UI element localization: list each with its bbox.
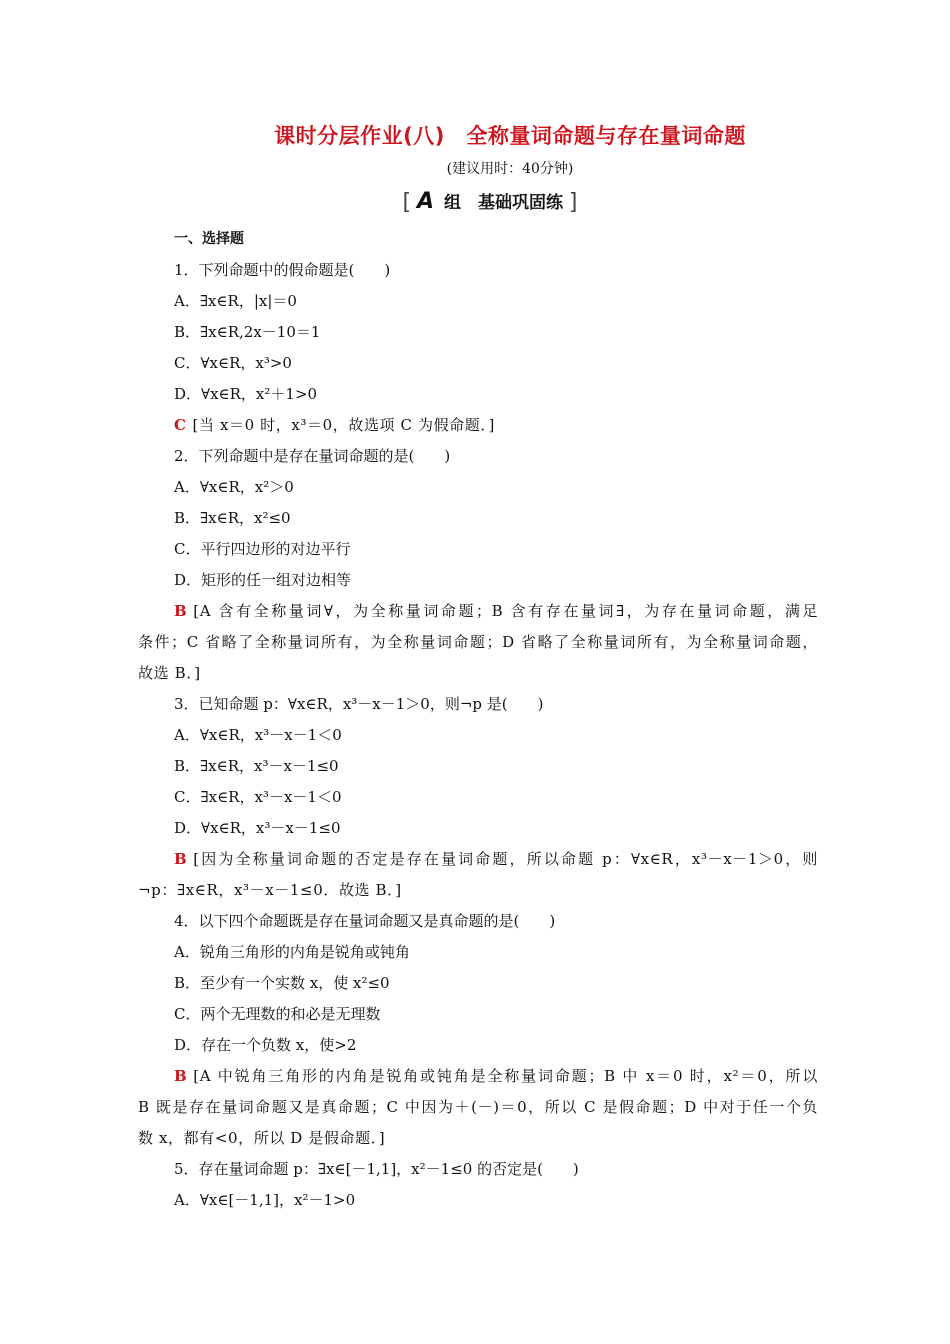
question-text: 4．以下四个命题既是存在量词命题又是真命题的是( ) (174, 912, 556, 930)
question-line (138, 255, 818, 286)
answer-explanation (138, 410, 818, 441)
question-text: 2．下列命题中是存在量词命题的是( ) (174, 447, 451, 465)
question-text: C．两个无理数的和必是无理数 (174, 1005, 381, 1023)
answer-letter: B (174, 850, 188, 868)
answer-letter: C (174, 416, 187, 434)
page-title: 课时分层作业(八) 全称量词命题与存在量词命题 (274, 124, 746, 148)
answer-text: [当 x＝0 时，x³＝0，故选项 C 为假命题．] (192, 416, 495, 434)
answer-text: ¬p：∃x∈R，x³－x－1≤0．故选 B．] (138, 881, 402, 899)
question-line (138, 751, 818, 782)
question-line (138, 317, 818, 348)
answer-explanation (138, 1061, 818, 1092)
answer-text: 数 x，都有<0，所以 D 是假命题．] (138, 1129, 386, 1147)
question-text: A．锐角三角形的内角是锐角或钝角 (174, 943, 410, 961)
answer-continuation (138, 1123, 818, 1154)
answer-text: 故选 B．] (138, 664, 201, 682)
question-text: B．∃x∈R，x²≤0 (174, 509, 291, 527)
question-text: D．∀x∈R，x³－x－1≤0 (174, 819, 341, 837)
question-line (138, 1154, 818, 1185)
question-text: D．矩形的任一组对边相等 (174, 571, 352, 589)
answer-continuation (138, 1092, 818, 1123)
question-line (138, 1185, 818, 1216)
question-text: A．∀x∈R，x³－x－1＜0 (174, 726, 342, 744)
answer-text: [A 含有全称量词∀，为全称量词命题；B 含有存在量词∃，为存在量词命题，满足 (193, 602, 818, 620)
answer-letter: B (174, 1067, 188, 1085)
question-text: 1．下列命题中的假命题是( ) (174, 261, 391, 279)
answer-text: 条件；C 省略了全称量词所有，为全称量词命题；D 省略了全称量词所有，为全称量词命题， (138, 633, 818, 651)
question-line (138, 286, 818, 317)
answer-continuation (138, 658, 818, 689)
question-text: C．平行四边形的对边平行 (174, 540, 351, 558)
answer-letter: B (174, 602, 188, 620)
question-text: C．∀x∈R，x³>0 (174, 354, 292, 372)
question-text: 3．已知命题 p：∀x∈R，x³－x－1＞0，则¬p 是( ) (174, 695, 544, 713)
question-line (138, 503, 818, 534)
group-letter: A (417, 189, 435, 214)
page-subtitle: (建议用时：40分钟) (446, 161, 574, 177)
answer-continuation (138, 875, 818, 906)
bracket-open: [ (402, 190, 412, 215)
question-text: D．∀x∈R，x²＋1>0 (174, 385, 318, 403)
section-heading (138, 224, 818, 255)
answer-explanation (138, 596, 818, 627)
question-line (138, 689, 818, 720)
question-text: A．∃x∈R，|x|＝0 (174, 292, 297, 310)
question-text: B．∃x∈R，x³－x－1≤0 (174, 757, 339, 775)
question-line (138, 937, 818, 968)
question-line (138, 999, 818, 1030)
question-line (138, 782, 818, 813)
answer-text: [因为全称量词命题的否定是存在量词命题，所以命题 p：∀x∈R，x³－x－1＞0，则 (193, 850, 818, 868)
group-label: 组 基础巩固练 (443, 193, 563, 213)
question-line (138, 720, 818, 751)
answer-explanation (138, 844, 818, 875)
question-text: A．∀x∈[－1,1]，x²－1>0 (174, 1191, 356, 1209)
answer-text: [A 中锐角三角形的内角是锐角或钝角是全称量词命题；B 中 x＝0 时，x²＝0，所以 (193, 1067, 818, 1085)
question-line (138, 906, 818, 937)
question-line (138, 441, 818, 472)
question-line (138, 348, 818, 379)
question-text: B．至少有一个实数 x，使 x²≤0 (174, 974, 390, 992)
question-line (138, 813, 818, 844)
question-line (138, 565, 818, 596)
question-text: 5．存在量词命题 p：∃x∈[－1,1]，x²－1≤0 的否定是( ) (174, 1160, 579, 1178)
question-line (138, 968, 818, 999)
question-text: B．∃x∈R,2x－10＝1 (174, 323, 321, 341)
question-line (138, 1030, 818, 1061)
answer-text: B 既是存在量词命题又是真命题；C 中因为＋(－)＝0，所以 C 是假命题；D 中对于任一个负 (138, 1098, 818, 1116)
bracket-close: ] (568, 190, 578, 215)
question-text: A．∀x∈R，x²＞0 (174, 478, 294, 496)
question-text: C．∃x∈R，x³－x－1＜0 (174, 788, 342, 806)
question-text: D．存在一个负数 x，使>2 (174, 1036, 357, 1054)
group-heading (0, 188, 950, 215)
section-heading-text: 一、选择题 (174, 231, 244, 247)
question-list (138, 224, 818, 1216)
question-line (138, 472, 818, 503)
question-line (138, 534, 818, 565)
answer-continuation (138, 627, 818, 658)
question-line (138, 379, 818, 410)
